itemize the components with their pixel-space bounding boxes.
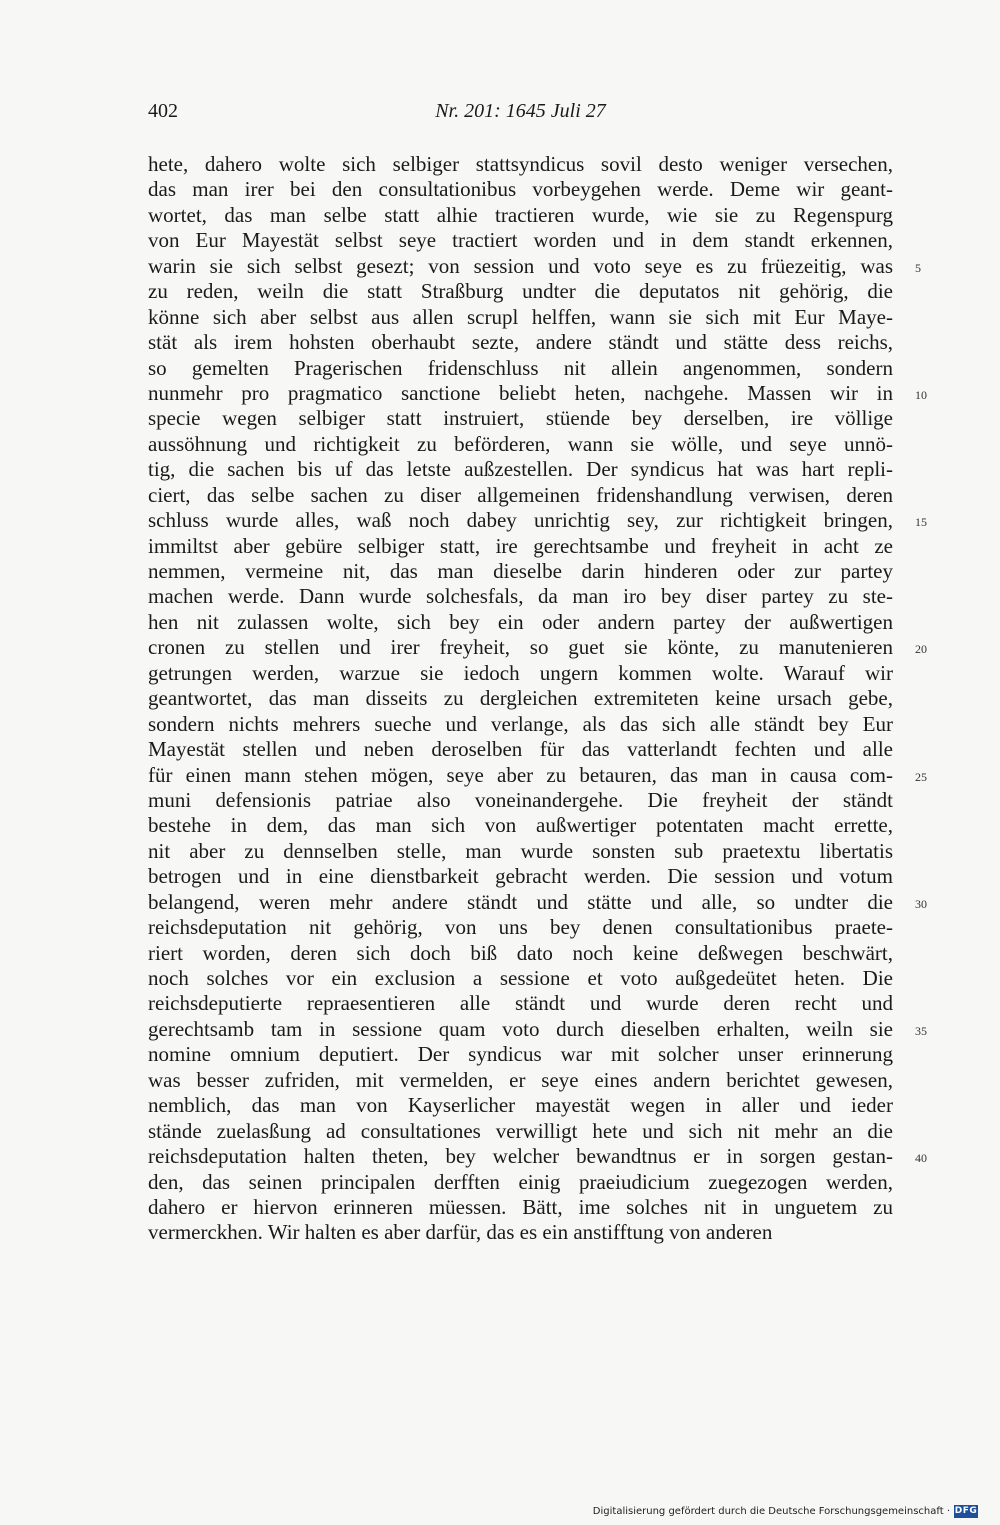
line-text: zu reden, weiln die statt Straßburg undter die deputatos nit gehörig, die: [148, 279, 893, 304]
line-text: was besser zufriden, mit vermelden, er seye eines andern berichtet gewesen,: [148, 1067, 893, 1092]
text-line: [148, 635, 927, 660]
text-line: [148, 915, 893, 940]
line-text: aussöhnung und richtigkeit zu beförderen, wann sie wölle, und seye unnö-: [148, 431, 893, 456]
text-line: [148, 330, 893, 355]
text-line: [148, 762, 927, 788]
line-text: ciert, das selbe sachen zu diser allgemeinen fridenshandlung verwisen, deren: [148, 482, 893, 507]
text-line: [148, 1119, 893, 1144]
line-number: 20: [915, 642, 927, 657]
line-text: geantwortet, das man disseits zu dergleichen extremiteten keine ursach gebe,: [148, 686, 893, 711]
credit-text: Digitalisierung gefördert durch die Deutsche Forschungsgemeinschaft ·: [592, 1505, 950, 1517]
text-line: [148, 1042, 893, 1067]
line-number: 5: [915, 260, 921, 275]
page-number: 402: [148, 100, 178, 122]
line-text: gerechtsamb tam in sessione quam voto durch dieselben erhalten, weiln sie: [148, 1016, 893, 1041]
text-line: [148, 152, 893, 177]
text-line: [148, 406, 893, 431]
line-text: dahero er hiervon erinneren müessen. Bätt, ime solches nit in unguetem zu: [148, 1194, 893, 1219]
line-text: tig, die sachen bis uf das letste außzestellen. Der syndicus hat was hart repli-: [148, 457, 893, 482]
running-head: Nr. 201: 1645 Juli 27: [435, 100, 606, 122]
text-line: [148, 712, 893, 737]
line-text: muni defensionis patriae also voneinandergehe. Die freyheit der ständt: [148, 787, 893, 812]
line-number: 15: [915, 515, 927, 530]
text-line: [148, 1016, 927, 1042]
text-line: [148, 813, 893, 838]
line-text: noch solches vor ein exclusion a sessione et voto außgedeütet heten. Die: [148, 966, 893, 990]
page-header: [148, 100, 893, 132]
text-line: [148, 610, 893, 635]
line-text: betrogen und in eine dienstbarkeit gebracht werden. Die session und votum: [148, 864, 893, 889]
line-number: 25: [915, 769, 927, 784]
line-number: 35: [915, 1023, 927, 1038]
digitization-credit: [593, 1503, 978, 1519]
text-line: [148, 177, 893, 202]
text-line: [148, 483, 893, 508]
text-line: [148, 1220, 893, 1245]
text-line: [148, 737, 893, 762]
line-text: specie wegen selbiger statt instruiert, stüende bey derselben, ire völlige: [148, 406, 893, 431]
text-line: [148, 941, 893, 966]
text-line: [148, 534, 893, 559]
line-text: stät als irem hohsten oberhaubt sezte, andere ständt und stätte dess reichs,: [148, 330, 893, 355]
line-text: Mayestät stellen und neben deroselben für das vatterlandt fechten und alle: [148, 737, 893, 762]
line-text: von Eur Mayestät selbst seye tractiert worden und in dem standt erkennen,: [148, 228, 893, 253]
line-text: könne sich aber selbst aus allen scrupl helffen, wann sie sich mit Eur Maye-: [148, 304, 893, 329]
text-line: [148, 1144, 927, 1169]
text-line: [148, 1195, 893, 1220]
line-text: nomine omnium deputiert. Der syndicus war mit solcher unser erinnerung: [148, 1042, 893, 1067]
line-text: warin sie sich selbst gesezt; von session und voto seye es zu früezeitig, was: [148, 253, 893, 278]
text-line: [148, 559, 893, 584]
line-text: machen werde. Dann wurde solchesfals, da man iro bey diser partey zu ste-: [148, 584, 893, 609]
text-line: [148, 457, 893, 482]
line-text: reichsdeputierte repraesentieren alle ständt und wurde deren recht und: [148, 991, 893, 1016]
text-line: [148, 584, 893, 609]
line-number: 40: [915, 1151, 927, 1166]
line-text: nemmen, vermeine nit, das man dieselbe darin hinderen oder zur partey: [148, 559, 893, 583]
line-text: schluss wurde alles, waß noch dabey unrichtig sey, zur richtigkeit bringen,: [148, 508, 893, 533]
line-text: belangend, weren mehr andere ständt und stätte und alle, so undter die: [148, 889, 893, 914]
text-line: [148, 228, 893, 253]
line-text: für einen mann stehen mögen, seye aber zu betauren, das man in causa com-: [148, 762, 893, 787]
text-line: [148, 1093, 893, 1118]
text-line: [148, 1068, 893, 1093]
line-text: hete, dahero wolte sich selbiger stattsyndicus sovil desto weniger versechen,: [148, 152, 893, 176]
text-line: [148, 966, 893, 991]
line-text: wortet, das man selbe statt alhie tractieren wurde, wie sie zu Regenspurg: [148, 202, 893, 227]
text-line: [148, 380, 927, 406]
text-line: [148, 432, 893, 457]
text-line: [148, 253, 921, 279]
line-text: nunmehr pro pragmatico sanctione beliebt heten, nachgehe. Massen wir in: [148, 380, 893, 405]
text-line: [148, 991, 893, 1016]
line-text: nemblich, das man von Kayserlicher mayestät wegen in aller und ieder: [148, 1093, 893, 1118]
line-text: getrungen werden, warzue sie iedoch ungern kommen wolte. Warauf wir: [148, 660, 893, 685]
text-line: [148, 508, 927, 533]
text-line: [148, 889, 927, 915]
text-line: [148, 1170, 893, 1195]
line-text: das man irer bei den consultationibus vorbeygehen werde. Deme wir geant-: [148, 177, 893, 202]
line-text: immiltst aber gebüre selbiger statt, ire gerechtsambe und freyheit in acht ze: [148, 533, 893, 558]
line-text: vermerckhen. Wir halten es aber darfür, das es ein anstifftung von anderen: [148, 1220, 773, 1245]
line-text: nit aber zu dennselben stelle, man wurde sonsten sub praetextu libertatis: [148, 838, 893, 863]
text-line: [148, 356, 893, 381]
line-text: riert worden, deren sich doch biß dato noch keine deßwegen beschwärt,: [148, 940, 893, 965]
line-text: den, das seinen principalen derfften einig praeiudicium zuegezogen werden,: [148, 1169, 893, 1194]
text-line: [148, 839, 893, 864]
text-line: [148, 305, 893, 330]
text-line: [148, 661, 893, 686]
line-text: reichsdeputation halten theten, bey welcher bewandtnus er in sorgen gestan-: [148, 1144, 893, 1169]
line-text: hen nit zulassen wolte, sich bey ein oder andern partey der außwertigen: [148, 609, 893, 634]
line-text: stände zuelasßung ad consultationes verwilligt hete und sich nit mehr an die: [148, 1118, 893, 1143]
text-line: [148, 788, 893, 813]
text-line: [148, 686, 893, 711]
line-text: reichsdeputation nit gehörig, von uns bey denen consultationibus praete-: [148, 915, 893, 940]
text-line: [148, 864, 893, 889]
line-text: cronen zu stellen und irer freyheit, so guet sie könte, zu manutenieren: [148, 635, 893, 660]
line-number: 10: [915, 387, 927, 402]
dfg-logo: DFG: [954, 1506, 978, 1516]
line-text: bestehe in dem, das man sich von außwertiger potentaten macht errette,: [148, 813, 893, 838]
line-text: sondern nichts mehrers sueche und verlange, als das sich alle ständt bey Eur: [148, 711, 893, 736]
line-text: so gemelten Pragerischen fridenschluss nit allein angenommen, sondern: [148, 355, 893, 380]
text-line: [148, 203, 893, 228]
line-number: 30: [915, 896, 927, 911]
text-line: [148, 279, 893, 304]
body-text: [148, 152, 927, 1246]
